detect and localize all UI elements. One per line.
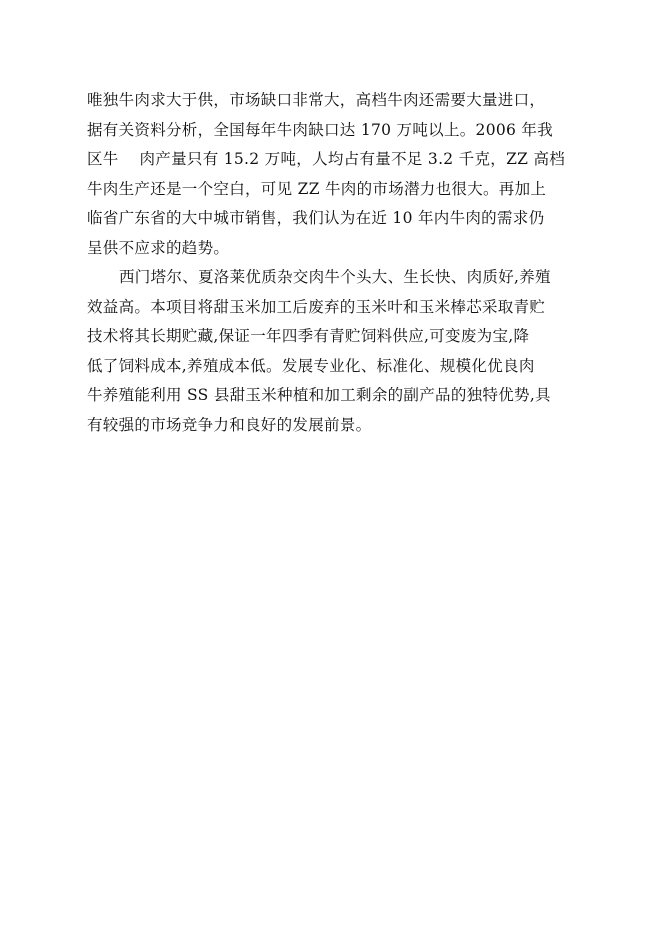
text-line: 西门塔尔、夏洛莱优质杂交肉牛个头大、生长快、肉质好,养殖 [119,268,551,286]
paragraph-breeding-benefits [87,263,582,440]
paragraph-market-demand [87,86,582,263]
text-line: 有较强的市场竞争力和良好的发展前景。 [87,415,372,434]
document-body [87,86,582,440]
text-line: 据有关资料分析，全国每年牛肉缺口达 170 万吨以上。2006 年我 [87,120,554,139]
text-line: 牛肉生产还是一个空白，可见 ZZ 牛肉的市场潜力也很大。再加上 [87,179,547,198]
text-line: 效益高。本项目将甜玉米加工后废弃的玉米叶和玉米棒芯采取青贮 [87,297,546,316]
text-line: 区牛 肉产量只有 15.2 万吨，人均占有量不足 3.2 千克，ZZ 高档 [87,150,566,168]
text-line: 牛养殖能利用 SS 县甜玉米种植和加工剩余的副产品的独特优势,具 [87,386,551,404]
text-line: 技术将其长期贮藏,保证一年四季有青贮饲料供应,可变废为宝,降 [87,327,530,345]
text-line: 呈供不应求的趋势。 [87,238,230,257]
text-line: 临省广东省的大中城市销售，我们认为在近 10 年内牛肉的需求仍 [87,209,545,227]
text-line: 低了饲料成本,养殖成本低。发展专业化、标准化、规模化优良肉 [87,356,535,375]
text-line: 唯独牛肉求大于供，市场缺口非常大，高档牛肉还需要大量进口， [87,91,546,109]
